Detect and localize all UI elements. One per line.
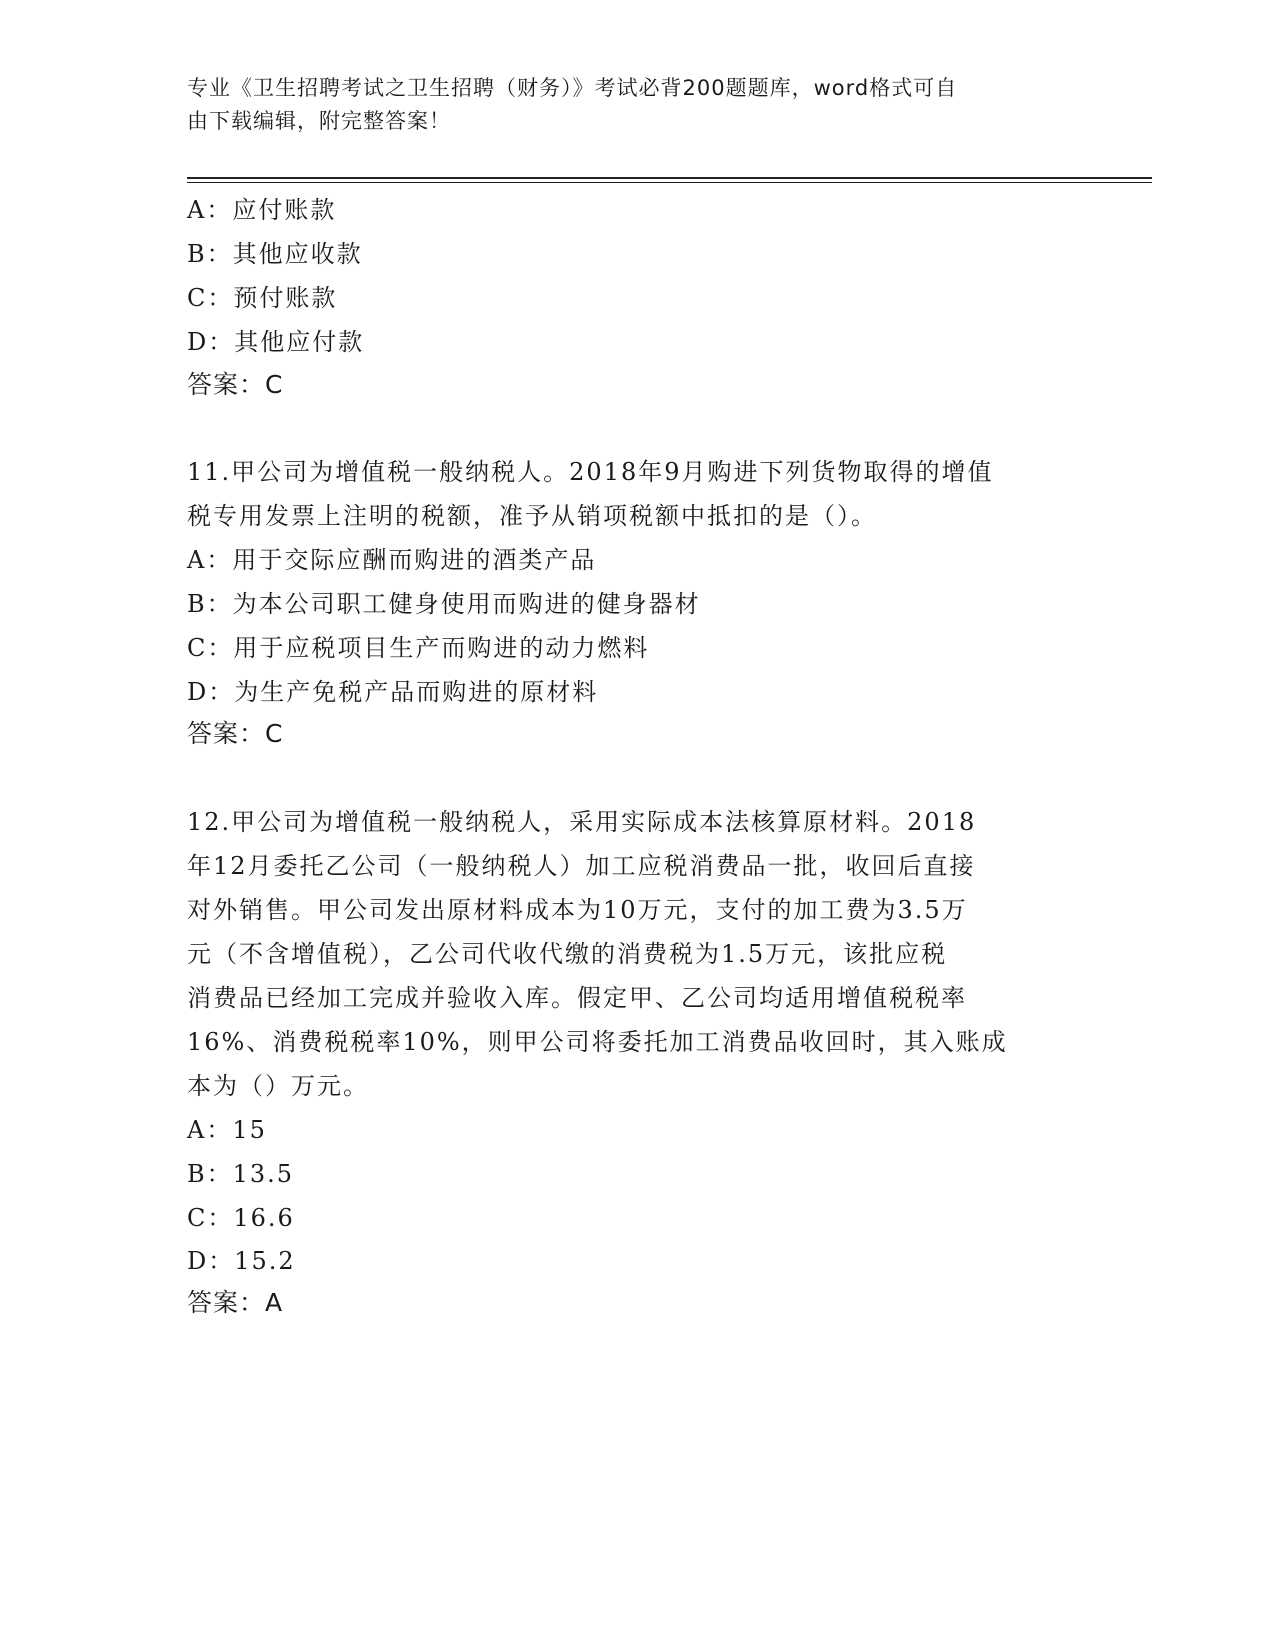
header-divider-thin	[187, 182, 1152, 183]
header-divider-thick	[187, 177, 1152, 179]
q12-option-a: A：15	[187, 1116, 267, 1144]
header-line-1: 专业《卫生招聘考试之卫生招聘（财务）》考试必背200题题库，word格式可自	[187, 76, 958, 100]
q12-stem-line-7: 本为（）万元。	[187, 1072, 369, 1100]
q10-answer: 答案：C	[187, 370, 284, 399]
q10-option-d: D：其他应付款	[187, 328, 365, 356]
q11-stem-line-1: 11.甲公司为增值税一般纳税人。2018年9月购进下列货物取得的增值	[187, 458, 994, 486]
q12-stem-line-2: 年12月委托乙公司（一般纳税人）加工应税消费品一批，收回后直接	[187, 852, 976, 880]
q12-stem-line-6: 16%、消费税税率10%，则甲公司将委托加工消费品收回时，其入账成	[187, 1028, 1008, 1056]
q11-option-b: B：为本公司职工健身使用而购进的健身器材	[187, 590, 701, 618]
q12-option-d: D：15.2	[187, 1247, 296, 1275]
q11-answer: 答案：C	[187, 719, 284, 748]
header-line-2: 由下载编辑，附完整答案！	[187, 109, 451, 133]
q10-option-a: A：应付账款	[187, 196, 337, 224]
q12-stem-line-5: 消费品已经加工完成并验收入库。假定甲、乙公司均适用增值税税率	[187, 984, 967, 1012]
q12-option-b: B：13.5	[187, 1160, 295, 1188]
document-header	[187, 72, 1087, 138]
q12-stem-line-1: 12.甲公司为增值税一般纳税人，采用实际成本法核算原材料。2018	[187, 808, 977, 836]
q12-stem-line-3: 对外销售。甲公司发出原材料成本为10万元，支付的加工费为3.5万	[187, 896, 968, 924]
q11-option-d: D：为生产免税产品而购进的原材料	[187, 678, 599, 706]
q12-stem-line-4: 元（不含增值税），乙公司代收代缴的消费税为1.5万元，该批应税	[187, 940, 948, 968]
q10-option-b: B：其他应收款	[187, 240, 363, 268]
q11-option-a: A：用于交际应酬而购进的酒类产品	[187, 546, 597, 574]
q10-option-c: C：预付账款	[187, 284, 338, 312]
q12-answer: 答案：A	[187, 1288, 284, 1317]
q12-option-c: C：16.6	[187, 1204, 295, 1232]
q11-option-c: C：用于应税项目生产而购进的动力燃料	[187, 634, 650, 662]
q11-stem-line-2: 税专用发票上注明的税额，准予从销项税额中抵扣的是（）。	[187, 502, 877, 530]
